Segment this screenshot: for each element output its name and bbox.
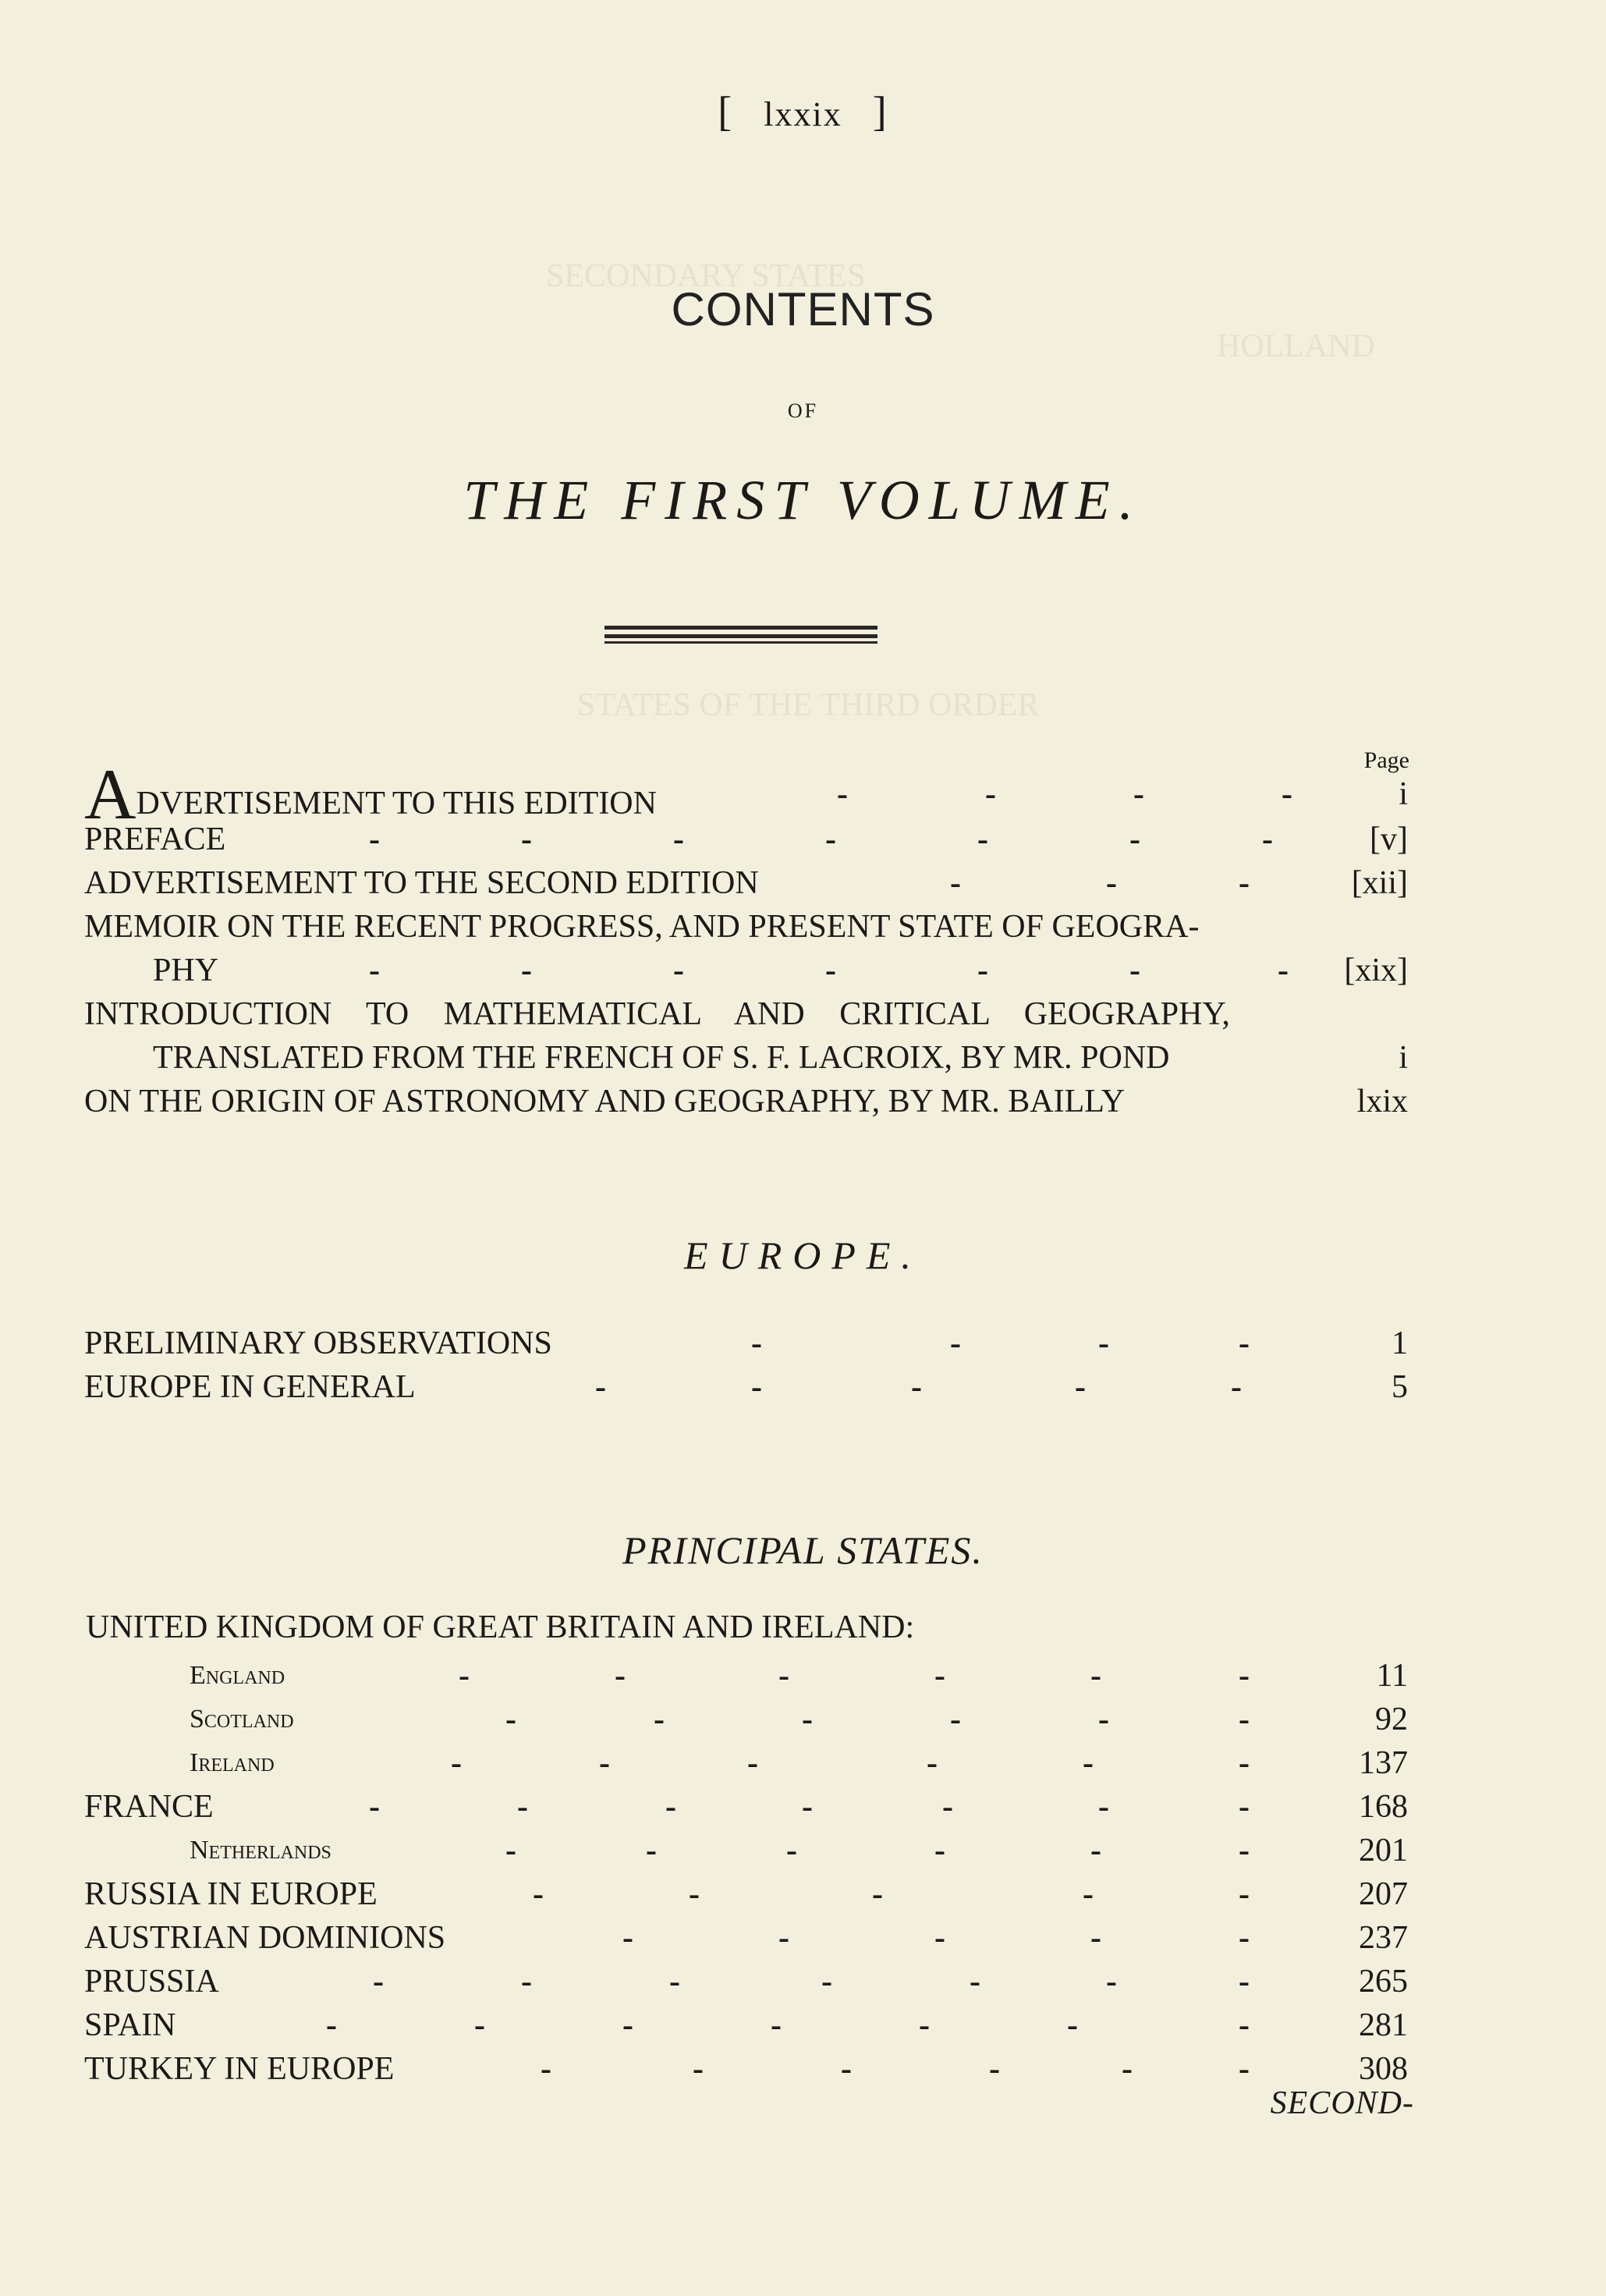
toc-entry-page: 207 [1359,1876,1408,1912]
left-bracket: [ [718,88,734,135]
toc-entry-europe-in-general: EUROPE IN GENERAL - - - - - 5 [84,1365,1408,1409]
right-bracket: ] [872,88,888,135]
toc-entry-memoir-continued: PHY - - - - - - - [xix] [84,949,1408,992]
toc-entry-label: England [190,1661,285,1690]
toc-entry-origin-astronomy [84,1080,1408,1123]
toc-entry-page: [v] [1370,822,1408,857]
toc-entry-label: FRANCE [84,1789,214,1825]
toc-entry-page: 168 [1359,1789,1408,1825]
drop-initial: A [84,754,136,834]
toc-entry-label: PHY [153,953,219,988]
toc-entry-label: TURKEY IN EUROPE [84,2051,395,2087]
toc-entry-page: 308 [1359,2051,1408,2087]
united-kingdom-heading: UNITED KINGDOM OF GREAT BRITAIN AND IRELAND: [86,1609,915,1645]
toc-entry-label: ADVERTISEMENT TO THE SECOND EDITION [84,865,759,901]
toc-entry-page: 137 [1359,1745,1408,1781]
toc-entry-england: England - - - - - - 11 [84,1654,1408,1698]
toc-entry-austrian-dominions: AUSTRIAN DOMINIONS - - - - - 237 [84,1916,1408,1960]
toc-entry-label: ON THE ORIGIN OF ASTRONOMY AND GEOGRAPHY, BY MR. BAILLY [84,1084,1126,1120]
show-through-text: SECONDARY STATES [546,258,866,294]
show-through-text: HOLLAND [1217,328,1375,364]
toc-entry-page: [xix] [1344,953,1408,988]
toc-entry-preface: PREFACE - - - - - - - [v] [84,818,1408,861]
toc-entry-advertisement-this-edition: ADVERTISEMENT TO THIS EDITION - - - - i [84,754,1408,834]
toc-entry-scotland: Scotland - - - - - - 92 [84,1698,1408,1741]
toc-entry-label: RUSSIA IN EUROPE [84,1876,378,1912]
toc-entry-label: Netherlands [190,1836,331,1865]
toc-entry-label: MEMOIR ON THE RECENT PROGRESS, AND PRESENT STATE OF GEOGRA- [84,909,1200,945]
toc-entry-ireland: Ireland - - - - - - 137 [84,1741,1408,1785]
toc-entry-spain: SPAIN - - - - - - - 281 [84,2003,1408,2047]
toc-entry-france: FRANCE - - - - - - - 168 [84,1785,1408,1829]
toc-entry-page: 265 [1359,1964,1408,2000]
toc-entry-introduction [84,992,1408,1036]
toc-entry-label: AUSTRIAN DOMINIONS [84,1920,446,1956]
show-through-text: STATES OF THE THIRD ORDER [577,687,1040,723]
toc-entry-page: 92 [1375,1702,1408,1737]
section-heading-principal-states: PRINCIPAL STATES. [622,1528,984,1572]
toc-entry-label: TRANSLATED FROM THE FRENCH OF S. F. LACROIX, BY MR. POND [153,1040,1170,1076]
toc-entry-label: INTRODUCTION TO MATHEMATICAL AND CRITICAL GEOGRAPHY, [84,996,1230,1032]
contents-title: CONTENTS [671,283,935,335]
toc-entry-russia-in-europe: RUSSIA IN EUROPE - - - - - 207 [84,1872,1408,1916]
toc-entry-label: PREFACE [84,822,226,857]
section-heading-europe: EUROPE. [684,1233,922,1277]
toc-entry-page: 237 [1359,1920,1408,1956]
volume-title: THE FIRST VOLUME. [463,469,1143,531]
toc-entry-netherlands: Netherlands - - - - - - 201 [84,1829,1408,1872]
toc-entry-label: Ireland [190,1748,275,1777]
toc-entry-label: EUROPE IN GENERAL [84,1369,416,1405]
catchword: SECOND- [1270,2085,1414,2121]
toc-entry-page: 11 [1376,1658,1408,1694]
toc-entry-label: Scotland [190,1705,294,1734]
toc-entry-page: 281 [1359,2007,1408,2043]
toc-entry-label: PRUSSIA [84,1964,219,2000]
toc-entry-introduction-continued [84,1036,1408,1080]
page-column-label: Page [1363,747,1409,773]
toc-entry-preliminary-observations: PRELIMINARY OBSERVATIONS - - - - 1 [84,1322,1408,1365]
toc-entry-page: [xii] [1351,865,1408,901]
toc-entry-turkey-in-europe: TURKEY IN EUROPE - - - - - - 308 [84,2047,1408,2091]
toc-entry-page: lxix [1356,1084,1408,1120]
toc-entry-page: i [1399,1040,1408,1076]
toc-entry-memoir [84,905,1408,949]
page-number [0,87,1606,136]
toc-entry-prussia: PRUSSIA - - - - - - - 265 [84,1960,1408,2003]
of-label: OF [787,399,819,422]
double-rule-divider [604,626,877,644]
toc-entry-page: 201 [1359,1833,1408,1868]
toc-entry-page: 5 [1392,1369,1408,1405]
toc-entry-page: i [1399,776,1408,812]
page-number-text: lxxix [764,95,842,133]
toc-entry-label: SPAIN [84,2007,176,2043]
toc-entry-advertisement-second-edition: ADVERTISEMENT TO THE SECOND EDITION - - - [xii] [84,861,1408,905]
toc-entry-label: PRELIMINARY OBSERVATIONS [84,1325,552,1361]
toc-entry-label: ADVERTISEMENT TO THIS EDITION [84,754,657,834]
toc-entry-page: 1 [1392,1325,1408,1361]
